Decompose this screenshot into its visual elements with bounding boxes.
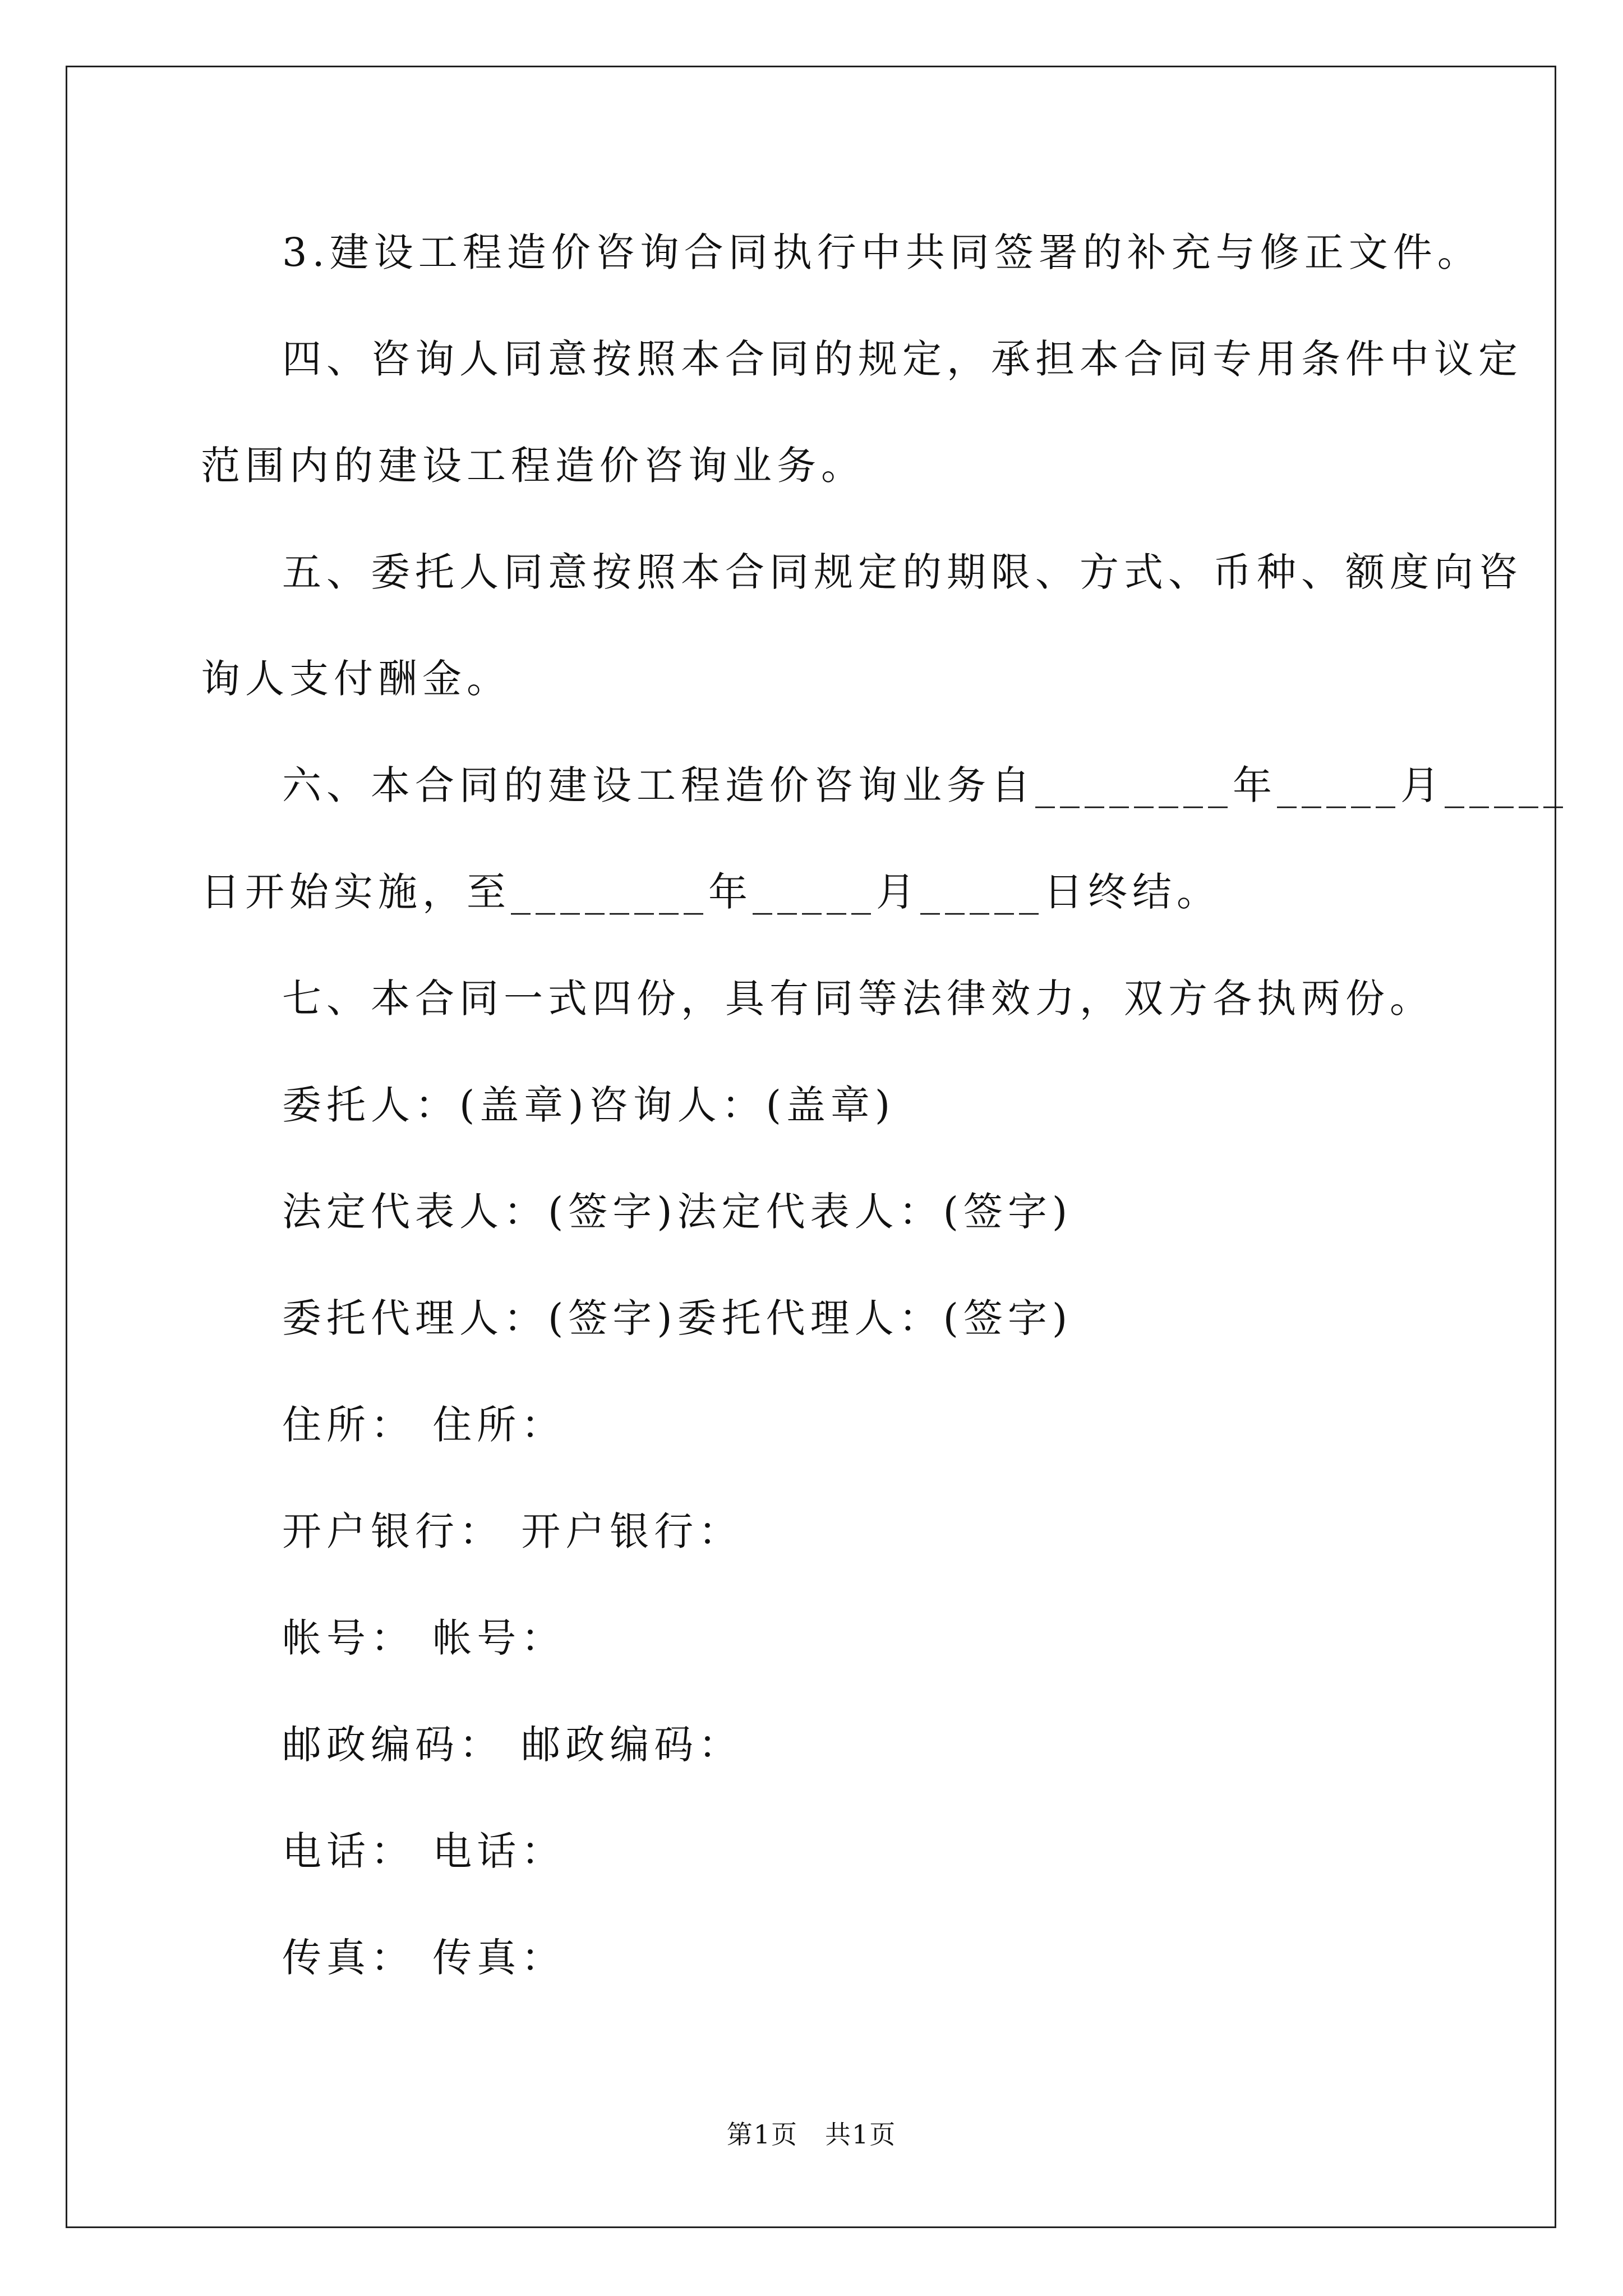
- paragraph-service-period-cont: 日开始实施，至________年_____月_____日终结。: [201, 869, 1221, 915]
- signature-line-agent: 委托代理人：(签字)委托代理人：(签字): [282, 1295, 1073, 1341]
- field-postal-code: 邮政编码： 邮政编码：: [282, 1722, 743, 1768]
- paragraph-supplement-documents: 3.建设工程造价咨询合同执行中共同签署的补充与修正文件。: [282, 229, 1482, 275]
- page-border: [66, 66, 1556, 2228]
- field-account: 帐号： 帐号：: [282, 1615, 566, 1661]
- paragraph-client-payment-cont: 询人支付酬金。: [201, 656, 511, 702]
- field-fax: 传真： 传真：: [282, 1935, 566, 1981]
- signature-line-legal-rep: 法定代表人：(签字)法定代表人：(签字): [282, 1189, 1073, 1235]
- paragraph-service-period: 六、本合同的建设工程造价咨询业务自________年_____月_____: [282, 762, 1568, 808]
- field-address: 住所： 住所：: [282, 1402, 566, 1448]
- paragraph-copies: 七、本合同一式四份，具有同等法律效力，双方各执两份。: [282, 976, 1434, 1022]
- page-number-footer: 第1页 共1页: [726, 2119, 897, 2150]
- paragraph-consultant-agreement: 四、咨询人同意按照本合同的规定，承担本合同专用条件中议定: [282, 336, 1523, 382]
- field-phone: 电话： 电话：: [282, 1828, 566, 1874]
- signature-line-seal: 委托人：(盖章)咨询人：(盖章): [282, 1082, 896, 1128]
- field-bank: 开户银行： 开户银行：: [282, 1508, 743, 1554]
- paragraph-client-payment: 五、委托人同意按照本合同规定的期限、方式、币种、额度向咨: [282, 549, 1523, 595]
- paragraph-consultant-agreement-cont: 范围内的建设工程造价咨询业务。: [201, 443, 865, 489]
